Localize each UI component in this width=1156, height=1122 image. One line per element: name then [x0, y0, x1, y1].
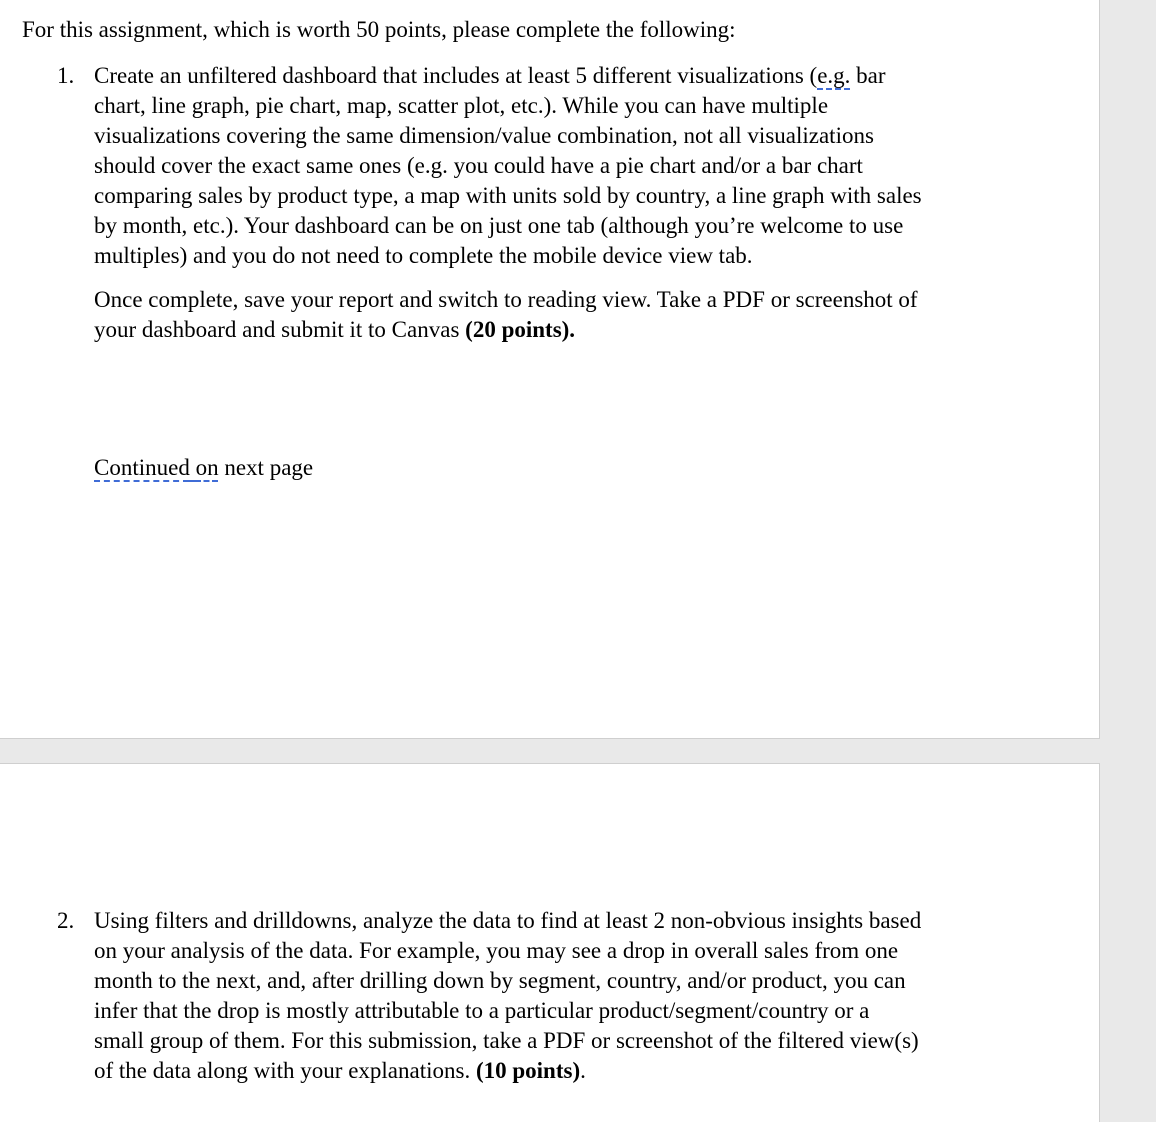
item1-line-7: multiples) and you do not need to complete the mobile device view tab. [94, 243, 753, 268]
submission-paragraph [94, 285, 974, 345]
item2-line-6 [94, 1056, 974, 1086]
item1-line-1-pre: Create an unfiltered dashboard that includes at least 5 different visualizations ( [94, 63, 818, 88]
assignment-intro: For this assignment, which is worth 50 points, please complete the following: [22, 17, 736, 42]
item2-line-5: small group of them. For this submission, take a PDF or screenshot of the filtered view(s) [94, 1028, 919, 1053]
item2-line-4: infer that the drop is mostly attributable to a particular product/segment/country or a [94, 998, 870, 1023]
item1-line-1-post: bar [850, 63, 886, 88]
item2-line-3: month to the next, and, after drilling down by segment, country, and/or product, you can [94, 968, 906, 993]
grammar-flag-continued[interactable]: Continued [94, 455, 190, 480]
grammar-flag-eg[interactable]: e.g. [817, 63, 851, 88]
points-10: (10 points) [475, 1058, 581, 1083]
item2-line-6-pre: of the data along with your explanations. [94, 1058, 476, 1083]
item2-line-6-post: . [580, 1058, 586, 1083]
continued-note [94, 453, 313, 483]
list-item-2-text [94, 906, 974, 1086]
once-line-2-pre: your dashboard and submit it to Canvas [94, 317, 466, 342]
item1-line-2: chart, line graph, pie chart, map, scatter plot, etc.). While you can have multiple [94, 93, 829, 118]
item1-line-4: should cover the exact same ones (e.g. you could have a pie chart and/or a bar chart [94, 153, 863, 178]
continued-rest: next page [218, 455, 314, 480]
item1-line-5: comparing sales by product type, a map with units sold by country, a line graph with sales [94, 183, 922, 208]
item1-line-3: visualizations covering the same dimension/value combination, not all visualizations [94, 123, 874, 148]
once-line-1: Once complete, save your report and switch to reading view. Take a PDF or screenshot of [94, 287, 918, 312]
item2-line-1: Using filters and drilldowns, analyze the data to find at least 2 non-obvious insights based [94, 908, 922, 933]
once-line-2 [94, 315, 974, 345]
grammar-flag-on[interactable]: on [195, 455, 219, 480]
list-item-1-text [94, 61, 974, 271]
document-page-2 [0, 763, 1100, 1122]
item1-line-6: by month, etc.). Your dashboard can be on just one tab (although you’re welcome to use [94, 213, 904, 238]
points-20: (20 points). [465, 317, 576, 342]
list-number-2: 2. [57, 908, 75, 933]
item1-line-1 [94, 61, 974, 91]
list-number-1: 1. [57, 63, 75, 88]
item2-line-2: on your analysis of the data. For example, you may see a drop in overall sales from one [94, 938, 899, 963]
